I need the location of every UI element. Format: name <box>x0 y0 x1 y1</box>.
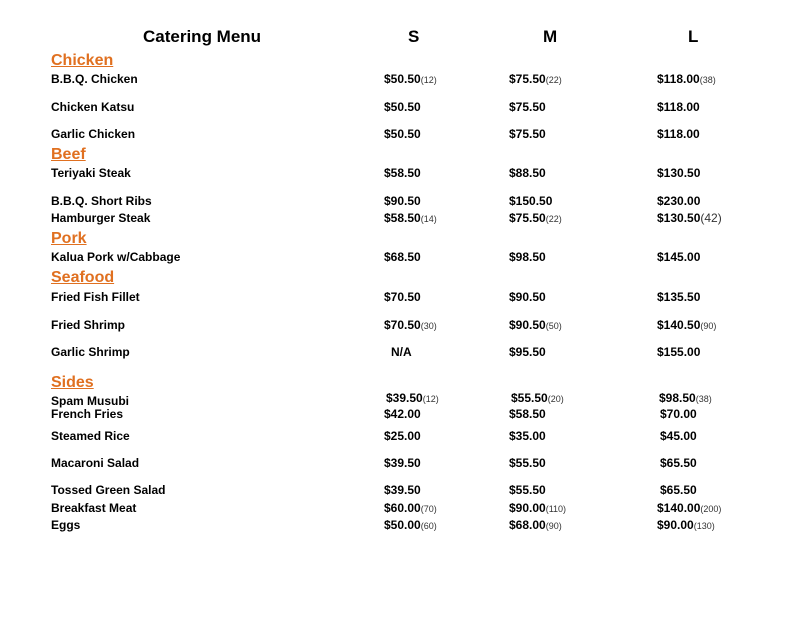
menu-item-row <box>0 518 800 534</box>
menu-item-row <box>0 194 800 210</box>
price-amount: $50.00 <box>384 518 421 532</box>
price-amount: $140.50 <box>657 318 701 332</box>
price-amount: $39.50 <box>386 391 423 405</box>
price-small <box>384 194 421 208</box>
price-large <box>657 318 716 332</box>
price-amount: $130.50 <box>657 211 701 225</box>
price-amount: $90.00 <box>509 501 546 515</box>
item-name: Fried Shrimp <box>51 318 126 332</box>
price-large <box>660 456 697 470</box>
item-name: Chicken Katsu <box>51 100 135 114</box>
price-amount: $39.50 <box>384 456 421 470</box>
price-large <box>657 211 722 225</box>
price-small <box>386 391 439 405</box>
item-name: Kalua Pork w/Cabbage <box>51 250 181 264</box>
price-amount: $65.50 <box>660 483 697 497</box>
price-amount: N/A <box>391 345 412 359</box>
item-name: Hamburger Steak <box>51 211 151 225</box>
price-small <box>384 429 421 443</box>
price-amount: $35.00 <box>509 429 546 443</box>
item-name: Garlic Shrimp <box>51 345 130 359</box>
price-small <box>384 290 421 304</box>
price-large <box>657 166 700 180</box>
menu-item-row <box>0 501 800 517</box>
price-amount: $90.50 <box>384 194 421 208</box>
piece-count: (12) <box>422 394 439 404</box>
menu-item-row <box>0 166 800 182</box>
piece-count: (70) <box>420 504 437 514</box>
price-amount: $58.50 <box>384 211 421 225</box>
piece-count: (90) <box>700 321 717 331</box>
price-amount: $118.00 <box>657 127 700 141</box>
price-amount: $58.50 <box>384 166 421 180</box>
price-amount: $90.50 <box>509 318 546 332</box>
menu-item-row <box>0 290 800 306</box>
price-small <box>384 318 437 332</box>
piece-count: (60) <box>420 521 437 531</box>
item-name: Fried Fish Fillet <box>51 290 140 304</box>
item-name: French Fries <box>51 407 124 421</box>
piece-count: (38) <box>699 75 716 85</box>
price-amount: $95.50 <box>509 345 546 359</box>
price-small <box>384 250 421 264</box>
price-medium <box>509 429 546 443</box>
price-large <box>657 518 715 532</box>
price-amount: $55.50 <box>511 391 548 405</box>
price-small <box>384 127 421 141</box>
piece-count: (90) <box>545 521 562 531</box>
price-medium <box>509 483 546 497</box>
price-amount: $42.00 <box>384 407 421 421</box>
price-amount: $130.50 <box>657 166 701 180</box>
menu-item-row <box>0 429 800 445</box>
item-name: Spam Musubi <box>51 394 130 408</box>
menu-item-row <box>0 456 800 472</box>
price-amount: $88.50 <box>509 166 546 180</box>
price-amount: $155.00 <box>657 345 701 359</box>
menu-item-row <box>0 100 800 116</box>
piece-count: (130) <box>693 521 715 531</box>
price-amount: $98.50 <box>509 250 546 264</box>
price-amount: $140.00 <box>657 501 701 515</box>
menu-title: Catering Menu <box>143 27 262 46</box>
price-amount: $55.50 <box>509 483 546 497</box>
menu-item-row <box>0 318 800 334</box>
price-amount: $68.00 <box>509 518 546 532</box>
price-amount: $50.50 <box>384 100 421 114</box>
price-amount: $90.00 <box>657 518 694 532</box>
size-large-header: L <box>688 27 699 46</box>
price-amount: $50.50 <box>384 72 421 86</box>
price-amount: $135.50 <box>657 290 701 304</box>
menu-item-row <box>0 72 800 88</box>
piece-count: (30) <box>420 321 437 331</box>
item-name: Eggs <box>51 518 81 532</box>
price-small <box>384 100 421 114</box>
price-small <box>384 72 437 86</box>
section-title-pork: Pork <box>51 230 87 247</box>
price-amount: $98.50 <box>659 391 696 405</box>
menu-item-row <box>0 127 800 143</box>
price-medium <box>509 211 562 225</box>
price-medium <box>509 407 546 421</box>
piece-count: (14) <box>420 214 437 224</box>
price-amount: $68.50 <box>384 250 421 264</box>
price-large <box>657 250 700 264</box>
price-amount: $25.00 <box>384 429 421 443</box>
section-title-beef: Beef <box>51 146 86 163</box>
item-name: Steamed Rice <box>51 429 130 443</box>
price-amount: $75.50 <box>509 127 546 141</box>
price-large <box>659 391 712 405</box>
price-medium <box>509 194 552 208</box>
price-small <box>384 456 421 470</box>
size-medium-header: M <box>543 27 558 46</box>
price-amount: $70.50 <box>384 290 421 304</box>
price-large <box>657 501 721 515</box>
price-medium <box>511 391 564 405</box>
price-amount: $50.50 <box>384 127 421 141</box>
piece-count: (50) <box>545 321 562 331</box>
price-amount: $150.50 <box>509 194 553 208</box>
price-large <box>657 72 716 86</box>
piece-count: (22) <box>545 214 562 224</box>
price-large <box>657 345 700 359</box>
price-amount: $90.50 <box>509 290 546 304</box>
menu-item-row <box>0 211 800 227</box>
price-medium <box>509 345 546 359</box>
price-amount: $118.00 <box>657 100 700 114</box>
price-medium <box>509 501 566 515</box>
price-medium <box>509 456 546 470</box>
item-name: B.B.Q. Chicken <box>51 72 138 86</box>
price-medium <box>509 166 546 180</box>
price-amount: $45.00 <box>660 429 697 443</box>
price-small <box>384 166 421 180</box>
price-amount: $230.00 <box>657 194 701 208</box>
menu-item-row <box>0 250 800 266</box>
section-title-sides: Sides <box>51 374 94 391</box>
piece-count: (22) <box>545 75 562 85</box>
price-small <box>384 501 437 515</box>
price-small <box>391 345 412 359</box>
price-large <box>657 100 700 114</box>
price-amount: $60.00 <box>384 501 421 515</box>
price-amount: $58.50 <box>509 407 546 421</box>
piece-count: (110) <box>545 504 567 514</box>
price-small <box>384 518 437 532</box>
piece-count: (42) <box>700 211 722 225</box>
section-title-seafood: Seafood <box>51 269 115 286</box>
price-small <box>384 483 421 497</box>
item-name: Teriyaki Steak <box>51 166 131 180</box>
price-medium <box>509 518 562 532</box>
price-amount: $65.50 <box>660 456 697 470</box>
item-name: Tossed Green Salad <box>51 483 166 497</box>
price-large <box>657 290 700 304</box>
menu-item-row <box>0 345 800 361</box>
price-amount: $39.50 <box>384 483 421 497</box>
price-small <box>384 211 437 225</box>
price-amount: $70.50 <box>384 318 421 332</box>
piece-count: (38) <box>695 394 712 404</box>
piece-count: (200) <box>700 504 722 514</box>
price-large <box>657 127 700 141</box>
price-large <box>660 483 697 497</box>
size-small-header: S <box>408 27 420 46</box>
section-title-chicken: Chicken <box>51 52 114 69</box>
price-medium <box>509 250 546 264</box>
item-name: Macaroni Salad <box>51 456 140 470</box>
price-medium <box>509 72 562 86</box>
price-amount: $118.00 <box>657 72 700 86</box>
price-large <box>660 407 697 421</box>
piece-count: (20) <box>547 394 564 404</box>
price-amount: $70.00 <box>660 407 697 421</box>
price-amount: $75.50 <box>509 100 546 114</box>
item-name: Breakfast Meat <box>51 501 137 515</box>
price-medium <box>509 127 546 141</box>
price-medium <box>509 100 546 114</box>
price-medium <box>509 290 546 304</box>
menu-item-row <box>0 483 800 499</box>
piece-count: (12) <box>420 75 437 85</box>
price-small <box>384 407 421 421</box>
price-amount: $145.00 <box>657 250 701 264</box>
price-amount: $75.50 <box>509 72 546 86</box>
item-name: Garlic Chicken <box>51 127 136 141</box>
price-large <box>657 194 700 208</box>
menu-item-row <box>0 407 800 423</box>
price-amount: $75.50 <box>509 211 546 225</box>
price-medium <box>509 318 562 332</box>
price-amount: $55.50 <box>509 456 546 470</box>
price-large <box>660 429 697 443</box>
item-name: B.B.Q. Short Ribs <box>51 194 152 208</box>
